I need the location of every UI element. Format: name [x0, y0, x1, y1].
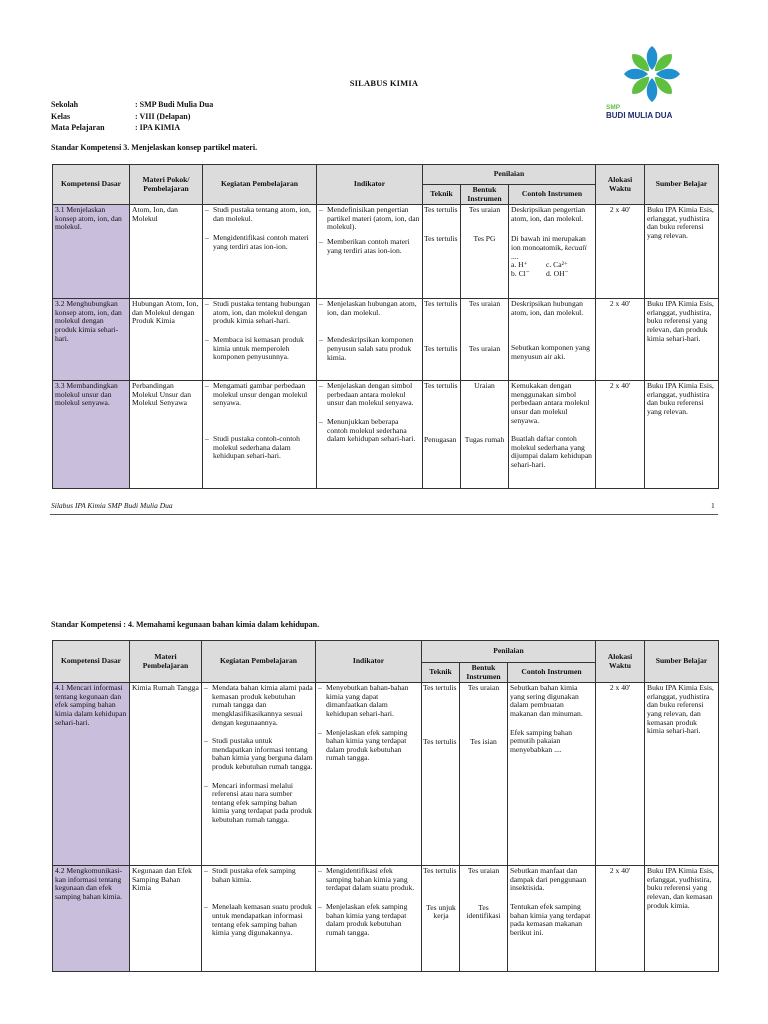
kegiatan-cell: [202, 866, 316, 972]
contoh-item: Buatlah daftar contoh molekul sederhana yang dijumpai dalam kehidupan sehari-hari.: [511, 434, 592, 469]
contoh-item: Deskripsikan hubungan atom, ion, dan molekul.: [511, 299, 584, 317]
page-number: 1: [711, 501, 715, 510]
kd-cell: 3.1 Menjelaskan konsep atom, ion, dan molekul.: [53, 205, 130, 299]
contoh-item: Efek samping bahan pemutih pakaian menyebabkan ....: [510, 727, 572, 754]
header-materi: Materi Pokok/ Pembelajaran: [130, 165, 203, 205]
header-penilaian: Penilaian: [423, 165, 596, 185]
header-contoh: Contoh Instrumen: [509, 185, 596, 205]
materi-cell: Kegunaan dan Efek Samping Bahan Kimia: [130, 866, 202, 972]
contoh-item: Kemukakan dengan menggunakan simbol perbedaan antara molekul unsur dan molekul senyawa.: [511, 381, 590, 425]
indikator-item: – Menjelaskan dengan simbol perbedaan antara molekul unsur dan molekul senyawa.: [319, 382, 420, 408]
header-bentuk: Bentuk Instrumen: [461, 185, 509, 205]
teknik-cell: [423, 381, 461, 489]
contoh-item: Sebutkan manfaat dan dampak dari penggunaan insektisida.: [510, 866, 587, 893]
kegiatan-item: – Studi pustaka tentang hubungan atom, ion, dan molekul dengan produk kimia sehari-hari.: [205, 300, 314, 326]
indikator-item: – Menunjukkan beberapa contoh molekul sederhana dalam kehidupan sehari-hari.: [319, 418, 420, 444]
kegiatan-item: – Studi pustaka tentang atom, ion, dan molekul.: [205, 206, 314, 223]
header-alokasi: Alokasi Waktu: [596, 641, 645, 683]
sumber-cell: Buku IPA Kimia Esis, erlanggat, yudhistira, buku referensi yang relevan, dan kemasan produk kimia.: [645, 866, 719, 972]
standar-kompetensi-4: Standar Kompetensi : 4. Memahami kegunaan bahan kimia dalam kehidupan.: [51, 620, 320, 629]
teknik-item: Tes tertulis: [424, 343, 458, 353]
info-label-sekolah: Sekolah: [51, 100, 79, 109]
sumber-cell: Buku IPA Kimia Esis, erlanggat, yudhistira, buku referensi yang relevan, dan produk kimia sehari-hari.: [645, 299, 719, 381]
indikator-cell: [317, 205, 423, 299]
table-row: [53, 299, 719, 381]
contoh-item: Sebutkan bahan kimia yang sering digunakan dalam pembuatan makanan dan minuman.: [510, 683, 583, 718]
teknik-cell: [422, 866, 460, 972]
table-row: [53, 205, 719, 299]
materi-cell: Kimia Rumah Tangga: [130, 683, 202, 866]
alokasi-cell: 2 x 40': [596, 299, 645, 381]
kegiatan-cell: [203, 381, 317, 489]
indikator-cell: [317, 299, 423, 381]
teknik-item: Tes unjuk kerja: [426, 902, 456, 921]
info-value-mapel: : IPA KIMIA: [135, 123, 181, 132]
contoh-cell: [509, 381, 596, 489]
logo-smp-text: SMP: [606, 104, 621, 111]
kegiatan-item: – Mendata bahan kimia alami pada kemasan produk kebutuhan rumah tangga dan mengklasifikasikannya sesuai dengan kegunaannya.: [204, 684, 313, 727]
bentuk-item: Uraian: [474, 381, 495, 391]
alokasi-cell: 2 x 40': [596, 866, 645, 972]
teknik-cell: [423, 205, 461, 299]
materi-cell: Hubungan Atom, Ion, dan Molekul dengan Produk Kimia: [130, 299, 203, 381]
option-b: b. Cl⁻: [511, 268, 530, 278]
materi-cell: Atom, Ion, dan Molekul: [130, 205, 203, 299]
teknik-item: Tes tertulis: [423, 736, 457, 746]
header-kegiatan: Kegiatan Pembelajaran: [203, 165, 317, 205]
alokasi-cell: 2 x 40': [596, 205, 645, 299]
table-row: [53, 866, 719, 972]
document-title: SILABUS KIMIA: [349, 78, 419, 88]
bentuk-cell: [460, 683, 508, 866]
bentuk-item: Tes PG: [473, 233, 496, 243]
indikator-cell: [316, 866, 422, 972]
info-value-sekolah: : SMP Budi Mulia Dua: [135, 100, 214, 109]
header-sumber: Sumber Belajar: [645, 641, 719, 683]
info-label-mapel: Mata Pelajaran: [51, 123, 105, 132]
bentuk-item: Tes uraian: [468, 205, 501, 215]
teknik-item: Penugasan: [424, 434, 457, 444]
sumber-cell: Buku IPA Kimia Esis, erlanggat, yudhistira dan buku referensi yang relevan.: [645, 381, 719, 489]
bentuk-item: Tes uraian: [467, 866, 500, 876]
teknik-item: Tes tertulis: [424, 205, 458, 215]
option-d: d. OH⁻: [546, 268, 569, 278]
header-materi: Materi Pembelajaran: [130, 641, 202, 683]
header-kegiatan: Kegiatan Pembelajaran: [202, 641, 316, 683]
info-value-kelas: : VIII (Delapan): [135, 111, 191, 121]
materi-cell: Perbandingan Molekul Unsur dan Molekul Senyawa: [130, 381, 203, 489]
school-info: [51, 99, 351, 135]
option-c: c. Ca²⁺: [546, 260, 568, 270]
bentuk-cell: [461, 205, 509, 299]
standar-kompetensi-3: Standar Kompetensi 3. Menjelaskan konsep partikel materi.: [51, 143, 258, 152]
alokasi-cell: 2 x 40': [596, 683, 645, 866]
header-contoh: Contoh Instrumen: [508, 663, 596, 683]
logo-center: [648, 70, 656, 78]
indikator-item: – Menjelaskan efek samping bahan kimia yang terdapat dalam produk kebutuhan rumah tangga.: [318, 903, 419, 937]
indikator-item: – Menjelaskan hubungan atom, ion, dan molekul.: [319, 300, 420, 317]
contoh-item: Sebutkan komponen yang menyusun air aki.: [511, 343, 590, 361]
sumber-cell: Buku IPA Kimia Esis, erlanggat, yudhistira dan buku referensi yang relevan.: [645, 205, 719, 299]
bentuk-cell: [461, 299, 509, 381]
contoh-item: Tentukan efek samping bahan kimia yang terdapat pada kemasan makanan berikut ini.: [510, 901, 591, 937]
bentuk-item: Tes isian: [470, 736, 497, 746]
indikator-cell: [316, 683, 422, 866]
indikator-item: – Mendefinisikan pengertian partikel materi (atom, ion, dan molekul).: [319, 206, 420, 232]
header-bentuk: Bentuk Instrumen: [460, 663, 508, 683]
contoh-cell: [509, 205, 596, 299]
bentuk-item: Tugas rumah: [464, 434, 505, 444]
kegiatan-cell: [203, 205, 317, 299]
kegiatan-item: – Mengamati gambar perbedaan molekul unsur dengan molekul senyawa.: [205, 382, 314, 408]
header-teknik: Teknik: [423, 185, 461, 205]
indikator-item: – Mengidentifikasi efek samping bahan kimia yang terdapat dalam suatu produk.: [318, 867, 419, 893]
syllabus-table-2: [52, 640, 719, 972]
syllabus-table-1: [52, 164, 719, 489]
bentuk-item: Tes uraian: [467, 683, 500, 693]
kegiatan-item: – Studi pustaka efek samping bahan kimia.: [204, 867, 313, 884]
header-indikator: Indikator: [317, 165, 423, 205]
alokasi-cell: 2 x 40': [596, 381, 645, 489]
contoh-cell: [508, 866, 596, 972]
header-indikator: Indikator: [316, 641, 422, 683]
kd-cell: 3.2 Menghubungkan konsep atom, ion, dan molekul dengan produk kimia sehari-hari.: [53, 299, 130, 381]
teknik-item: Tes tertulis: [423, 866, 457, 876]
kegiatan-item: – Mencari informasi melalui referensi atau nara sumber tentang efek samping bahan kimia yang terdapat pada produk kebutuhan rumah tangga.: [204, 782, 313, 825]
teknik-item: Tes tertulis: [424, 299, 458, 309]
kegiatan-item: – Menelaah kemasan suatu produk untuk mendapatkan informasi tentang efek samping bahan kimia yang digunakannya.: [204, 903, 313, 937]
kegiatan-cell: [202, 683, 316, 866]
kd-cell: 4.1 Mencari informasi tentang kegunaan dan efek samping bahan kimia dalam kehidupan sehari-hari.: [53, 683, 130, 866]
option-a: a. H⁺: [511, 260, 528, 270]
header-alokasi: Alokasi Waktu: [596, 165, 645, 205]
sumber-cell: Buku IPA Kimia Esis, erlanggat, yudhistira dan buku referensi yang relevan, dan kemasan produk kimia sehari-hari.: [645, 683, 719, 866]
table-row: [53, 381, 719, 489]
contoh-cell: [508, 683, 596, 866]
logo-school-name: BUDI MULIA DUA: [606, 111, 673, 120]
contoh-item: Di bawah ini merupakan ion monoatomik, kecuali ....: [511, 234, 587, 261]
teknik-item: Tes tertulis: [423, 683, 457, 693]
kd-cell: 4.2 Mengkomunikasi-kan informasi tentang kegunaan dan efek samping bahan kimia.: [53, 866, 130, 972]
kd-cell: 3.3 Membandingkan molekul unsur dan molekul senyawa.: [53, 381, 130, 489]
contoh-cell: [509, 299, 596, 381]
indikator-item: – Memberikan contoh materi yang terdiri atas ion-ion.: [319, 238, 420, 255]
info-label-kelas: Kelas: [51, 111, 71, 121]
page-footer: Silabus IPA Kimia SMP Budi Mulia Dua: [51, 501, 173, 510]
bentuk-cell: [460, 866, 508, 972]
teknik-cell: [423, 299, 461, 381]
header-kompetensi-dasar: Kompetensi Dasar: [53, 165, 130, 205]
header-penilaian: Penilaian: [422, 641, 596, 663]
answer-options: [511, 261, 581, 278]
teknik-cell: [422, 683, 460, 866]
indikator-item: – Mendeskripsikan komponen penyusun salah satu produk kimia.: [319, 336, 420, 362]
bentuk-item: Tes uraian: [468, 299, 501, 309]
indikator-item: – Menyebutkan bahan-bahan kimia yang dapat dimanfaatkan dalam kehidupan sehari-hari.: [318, 684, 419, 718]
bentuk-item: Tes identifikasi: [466, 902, 501, 921]
contoh-item: Deskripsikan pengertian atom, ion, dan molekul.: [511, 205, 586, 223]
indikator-cell: [317, 381, 423, 489]
bentuk-item: Tes uraian: [468, 343, 501, 353]
header-teknik: Teknik: [422, 663, 460, 683]
bentuk-cell: [461, 381, 509, 489]
kegiatan-cell: [203, 299, 317, 381]
kegiatan-item: – Mengidentifikasi contoh materi yang terdiri atas ion-ion.: [205, 234, 314, 251]
kegiatan-item: – Membaca isi kemasan produk kimia untuk memperoleh komponen penyusunnya.: [205, 336, 314, 362]
teknik-item: Tes tertulis: [424, 381, 458, 391]
indikator-item: – Menjelaskan efek samping bahan kimia yang terdapat dalam produk kebutuhan rumah tangga.: [318, 729, 419, 763]
teknik-item: Tes tertulis: [424, 233, 458, 243]
kegiatan-item: – Studi pustaka contoh-contoh molekul sederhana dalam kehidupan sehari-hari.: [205, 435, 314, 461]
kegiatan-item: – Studi pustaka untuk mendapatkan informasi tentang bahan kimia yang berguna dalam produk kebutuhan rumah tangga.: [204, 737, 313, 771]
header-kompetensi-dasar: Kompetensi Dasar: [53, 641, 130, 683]
footer-divider: [50, 514, 718, 515]
table-row: [53, 683, 719, 866]
header-sumber: Sumber Belajar: [645, 165, 719, 205]
